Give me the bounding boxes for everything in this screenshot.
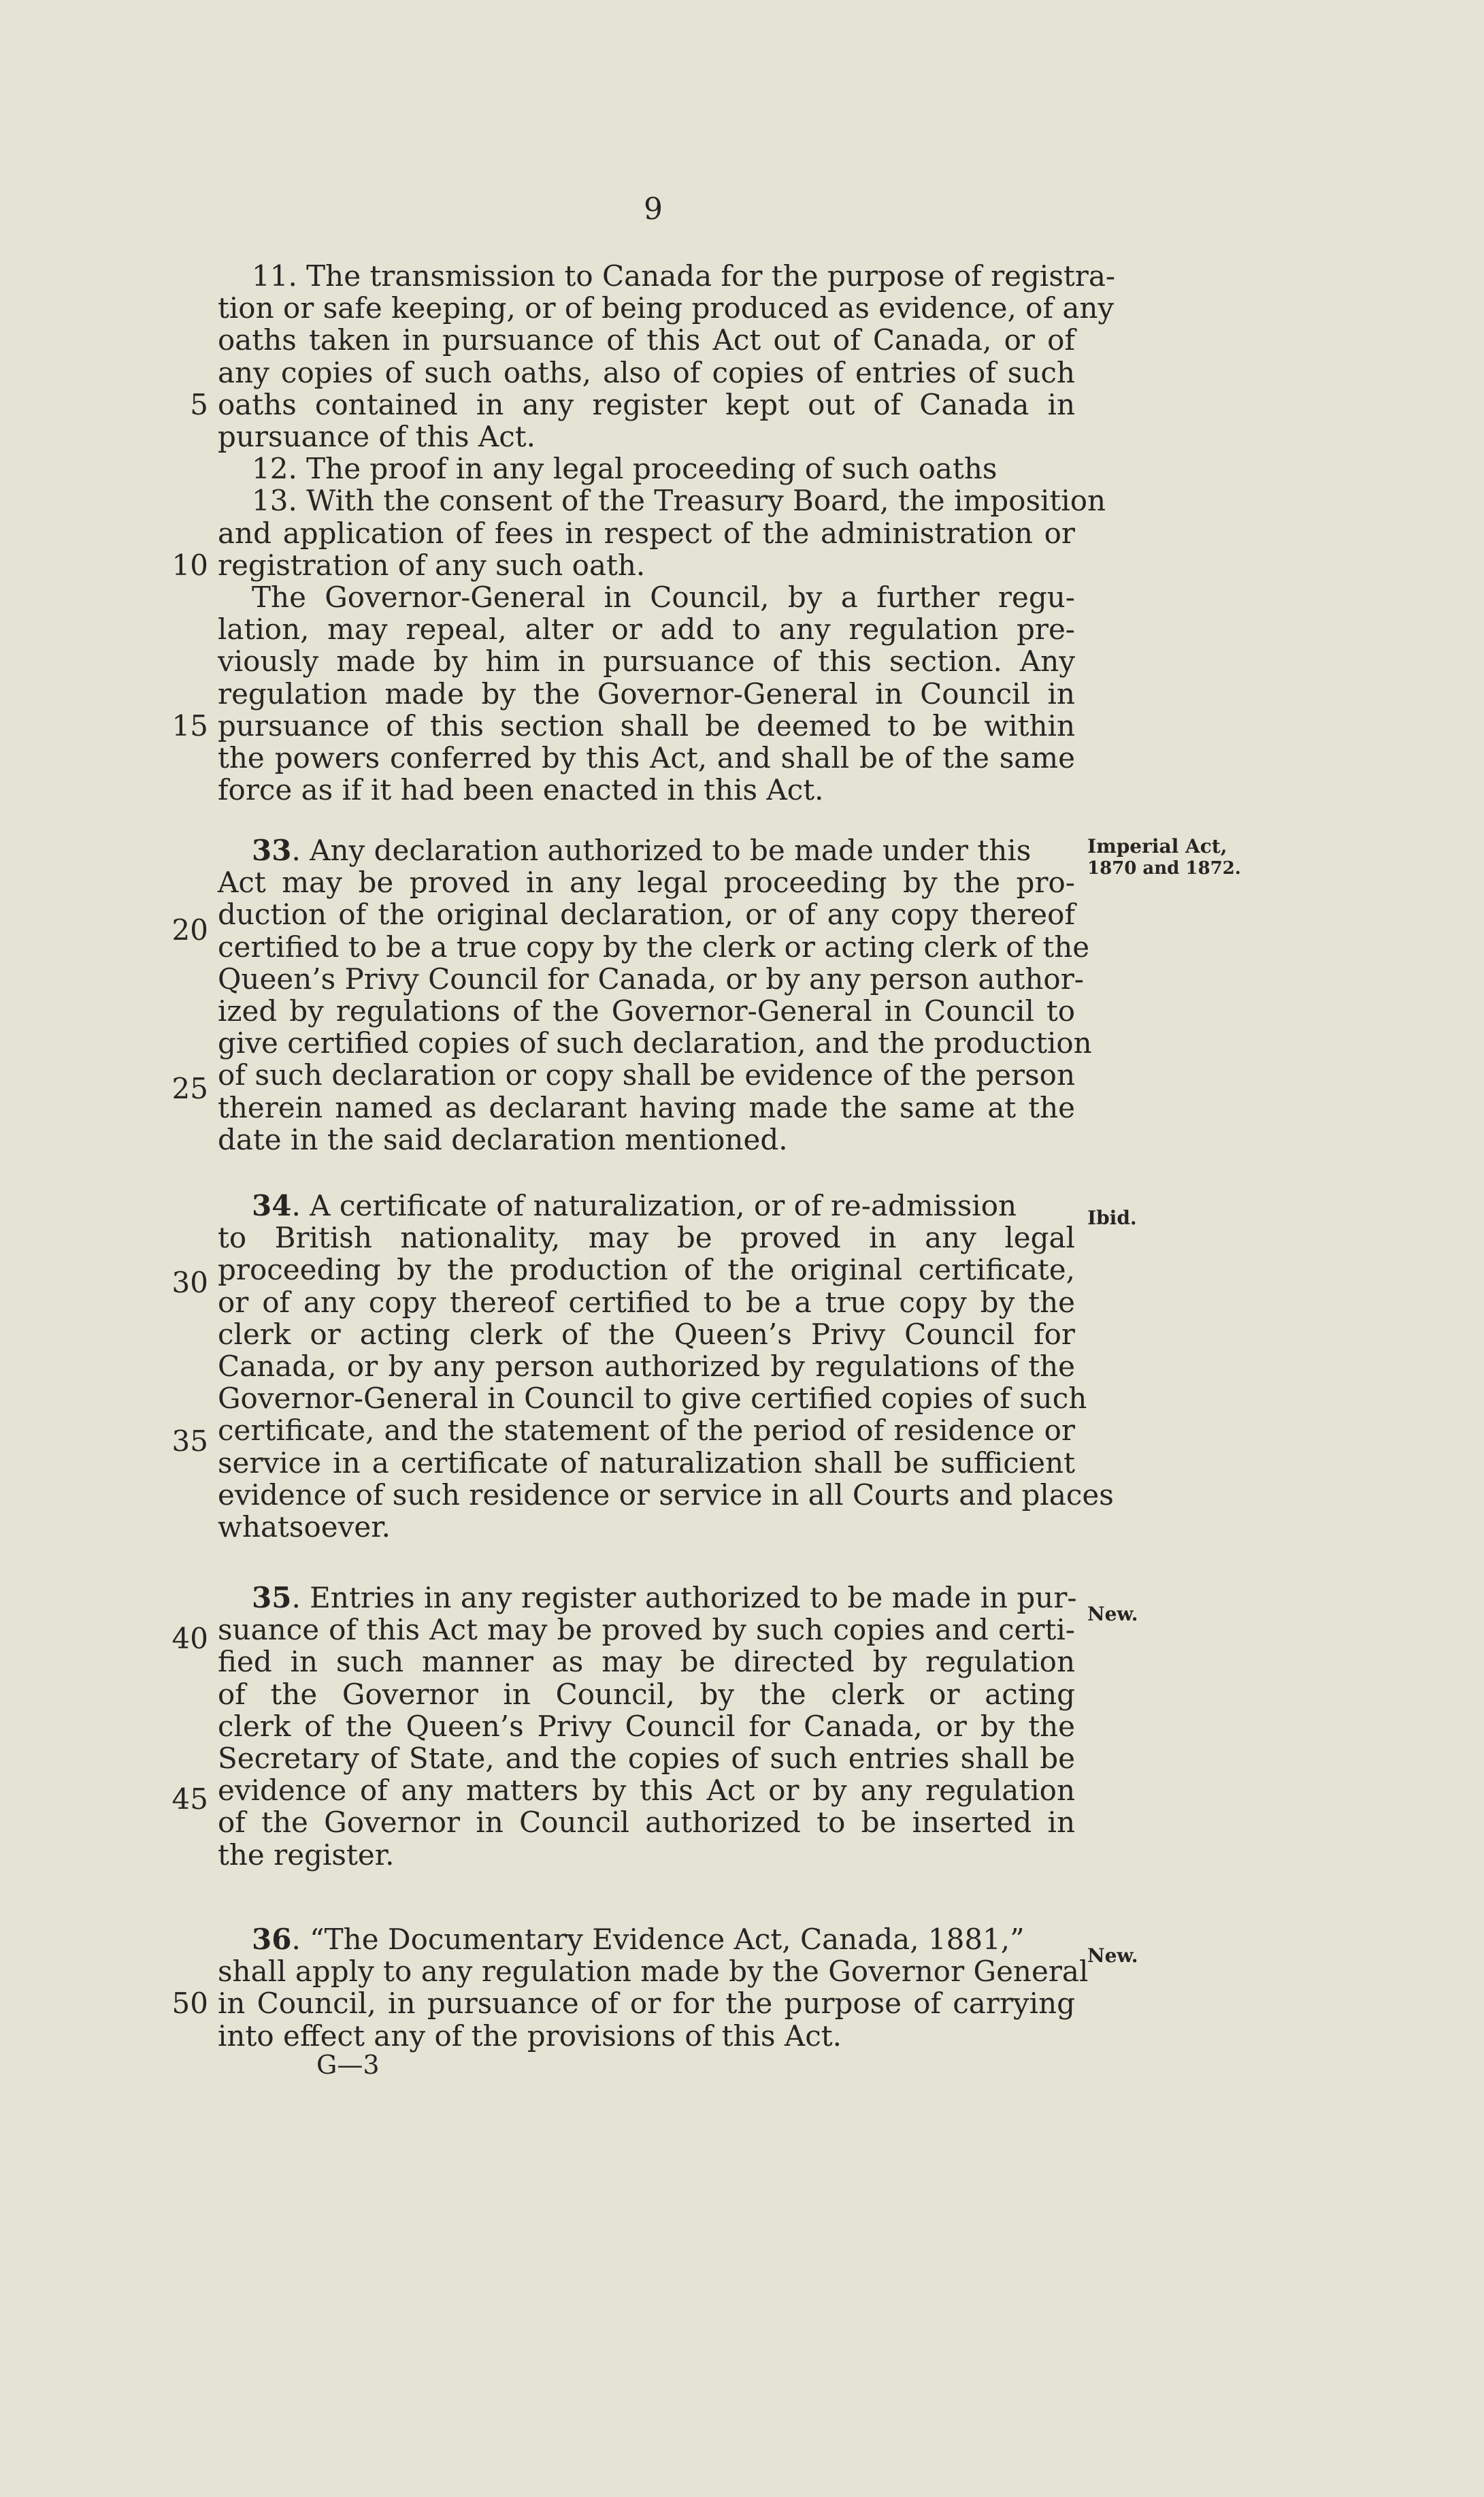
text-line: the powers conferred by this Act, and shall be of the same [218,741,1075,774]
text-line: of the Governor in Council, by the clerk or acting [218,1677,1075,1711]
text-line: suance of this Act may be proved by such copies and certi- [218,1613,1075,1647]
section-number: 33 [252,834,292,867]
text-line: evidence of such residence or service in all Courts and places [218,1478,1114,1512]
line-number: 40 [171,1622,208,1655]
text-line-body: . Any declaration authorized to be made under this [291,834,1032,867]
signature-mark: G—3 [316,2050,380,2080]
line-number: 15 [171,709,208,742]
line-number: 30 [171,1266,208,1299]
margin-note-years: 1870 and 1872. [1087,858,1241,879]
text-line: Act may be proved in any legal proceeding by the pro- [218,866,1075,900]
text-line: give certified copies of such declaration, and the production [218,1026,1092,1060]
text-line: evidence of any matters by this Act or by any regulation [218,1774,1075,1808]
text-line: of the Governor in Council authorized to be inserted in [218,1806,1075,1840]
text-line: Canada, or by any person authorized by regulations of the [218,1350,1075,1383]
text-line: whatsoever. [218,1510,391,1544]
text-line: in Council, in pursuance of or for the purpose of carrying [218,1987,1075,2021]
text-line: tion or safe keeping, or of being produced as evidence, of any [218,291,1115,325]
text-line: Queen’s Privy Council for Canada, or by any person author- [218,962,1084,996]
text-line: Governor-General in Council to give certified copies of such [218,1382,1087,1416]
text-line: and application of fees in respect of the administration or [218,516,1075,550]
text-line: 12. The proof in any legal proceeding of such oaths [252,452,997,486]
text-line: into effect any of the provisions of this Act. [218,2019,842,2053]
text-line: any copies of such oaths, also of copies of entries of such [218,355,1075,389]
margin-note-new-36: New. [1087,1944,1138,1967]
text-line-body: . A certificate of naturalization, or of re-admission [291,1189,1017,1222]
line-number: 35 [171,1424,208,1458]
text-line: oaths contained in any register kept out of Canada in [218,387,1075,421]
text-line-body: . “The Documentary Evidence Act, Canada, 1881,” [291,1923,1025,1956]
text-line: date in the said declaration mentioned. [218,1122,788,1156]
margin-note-ibid: Ibid. [1087,1207,1137,1229]
section-number: 36 [252,1923,292,1956]
text-line: duction of the original declaration, or of any copy thereof [218,898,1075,932]
text-line: service in a certificate of naturalization shall be sufficient [218,1446,1075,1480]
text-line: regulation made by the Governor-General in Council in [218,676,1075,711]
text-line [252,1923,1075,1956]
text-line: pursuance of this section shall be deemed to be within [218,708,1075,742]
text-line: or of any copy thereof certified to be a true copy by the [218,1285,1075,1319]
text-line: 13. With the consent of the Treasury Board, the imposition [252,484,1106,518]
text-line: pursuance of this Act. [218,420,535,453]
text-line: fied in such manner as may be directed by regulation [218,1645,1075,1679]
text-line [252,834,1075,867]
line-number: 45 [171,1782,208,1816]
text-line: therein named as declarant having made the same at the [218,1090,1075,1124]
text-line: of such declaration or copy shall be evidence of the person [218,1058,1075,1092]
page-number: 9 [644,192,663,227]
text-line [252,1190,1075,1222]
text-line: ized by regulations of the Governor-General in Council to [218,994,1075,1028]
section-number: 35 [252,1581,292,1614]
text-line: certificate, and the statement of the period of residence or [218,1414,1075,1448]
text-line: force as if it had been enacted in this Act. [218,773,824,807]
line-number: 10 [171,549,208,582]
text-line: proceeding by the production of the original certificate, [218,1253,1075,1287]
text-line: the register. [218,1838,395,1872]
section-number: 34 [252,1189,292,1222]
text-line: registration of any such oath. [218,548,646,582]
text-line: shall apply to any regulation made by the Governor General [218,1955,1089,1989]
text-line: to British nationality, may be proved in any legal [218,1221,1075,1255]
line-number: 20 [171,913,208,947]
text-line: clerk or acting clerk of the Queen’s Privy Council for [218,1317,1075,1351]
text-line: viously made by him in pursuance of this section. Any [218,644,1075,679]
text-line [252,1582,1075,1614]
text-line: 11. The transmission to Canada for the purpose of registra- [252,259,1116,293]
text-line: Secretary of State, and the copies of such entries shall be [218,1742,1075,1775]
line-number: 25 [171,1072,208,1105]
text-line: clerk of the Queen’s Privy Council for Canada, or by the [218,1709,1075,1743]
line-number: 5 [190,388,208,421]
margin-note-new-35: New. [1087,1603,1138,1625]
text-line: oaths taken in pursuance of this Act out of Canada, or of [218,323,1075,357]
text-line: The Governor-General in Council, by a further regu- [252,581,1075,614]
line-number: 50 [171,1987,208,2020]
margin-note-imperial-act: Imperial Act, [1087,835,1227,858]
text-line-body: . Entries in any register authorized to be made in pur- [291,1581,1077,1614]
text-line: lation, may repeal, alter or add to any regulation pre- [218,613,1075,647]
text-line: certified to be a true copy by the clerk or acting clerk of the [218,930,1090,964]
